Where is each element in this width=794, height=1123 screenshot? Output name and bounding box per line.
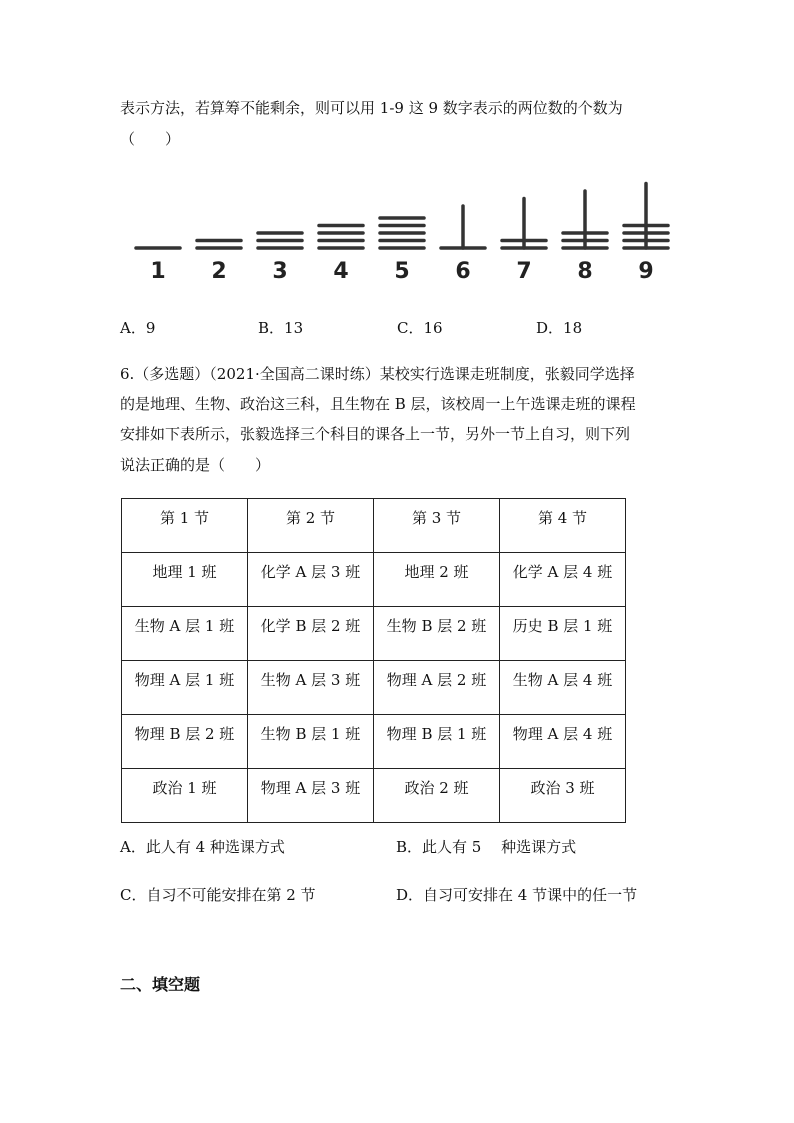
rod-digit-3 xyxy=(258,233,302,284)
rod-digit-label: 9 xyxy=(638,259,654,284)
q5-option-b[interactable]: B．13 xyxy=(258,319,304,337)
table-cell: 历史 B 层 1 班 xyxy=(500,607,626,661)
q5-option-d[interactable]: D．18 xyxy=(536,319,583,337)
q5-line-1: 表示方法，若算筹不能剩余，则可以用 1-9 这 9 数字表示的两位数的个数为 xyxy=(120,99,623,117)
rod-digit-label: 8 xyxy=(577,259,593,284)
q5-option-a[interactable]: A．9 xyxy=(120,319,156,337)
table-cell: 生物 B 层 2 班 xyxy=(374,607,500,661)
q6-line-1: 6.（多选题）（2021·全国高二课时练）某校实行选课走班制度，张毅同学选择 xyxy=(120,365,635,383)
q6-option-c[interactable]: C．自习不可能安排在第 2 节 xyxy=(120,886,316,904)
q6-option-a[interactable]: A．此人有 4 种选课方式 xyxy=(120,838,285,856)
rod-digit-6 xyxy=(441,206,485,284)
table-cell: 地理 1 班 xyxy=(122,553,248,607)
table-cell: 政治 3 班 xyxy=(500,769,626,823)
q6-option-b[interactable]: B．此人有 5 种选课方式 xyxy=(396,838,577,856)
q6-line-2: 的是地理、生物、政治这三科，且生物在 B 层，该校周一上午选课走班的课程 xyxy=(120,395,636,413)
table-cell: 物理 A 层 3 班 xyxy=(248,769,374,823)
counting-rods-figure xyxy=(118,165,678,285)
table-cell: 物理 A 层 4 班 xyxy=(500,715,626,769)
table-header-cell: 第 2 节 xyxy=(248,499,374,553)
table-cell: 物理 A 层 2 班 xyxy=(374,661,500,715)
rod-digit-8 xyxy=(563,191,607,284)
table-header-cell: 第 4 节 xyxy=(500,499,626,553)
table-cell: 生物 A 层 1 班 xyxy=(122,607,248,661)
rod-digit-label: 4 xyxy=(333,259,349,284)
table-cell: 政治 1 班 xyxy=(122,769,248,823)
q6-line-3: 安排如下表所示，张毅选择三个科目的课各上一节，另外一节上自习，则下列 xyxy=(120,425,631,443)
table-cell: 政治 2 班 xyxy=(374,769,500,823)
rod-digit-label: 6 xyxy=(455,259,471,284)
table-row xyxy=(122,661,626,715)
rod-digit-5 xyxy=(380,218,424,284)
table-cell: 生物 A 层 4 班 xyxy=(500,661,626,715)
table-row xyxy=(122,715,626,769)
table-cell: 物理 B 层 2 班 xyxy=(122,715,248,769)
table-header-cell: 第 3 节 xyxy=(374,499,500,553)
rod-digit-label: 5 xyxy=(394,259,410,284)
rod-digit-7 xyxy=(502,199,546,285)
rod-digit-label: 3 xyxy=(272,259,288,284)
table-cell: 地理 2 班 xyxy=(374,553,500,607)
section-heading: 二、填空题 xyxy=(120,975,201,994)
rod-digit-1 xyxy=(136,248,180,284)
q6-line-4: 说法正确的是（ ） xyxy=(120,456,271,474)
table-cell: 化学 A 层 4 班 xyxy=(500,553,626,607)
rod-digit-9 xyxy=(624,184,668,285)
table-cell: 物理 A 层 1 班 xyxy=(122,661,248,715)
rod-digit-label: 2 xyxy=(211,259,227,284)
q5-answer-bracket: （ ） xyxy=(120,130,181,148)
table-cell: 化学 B 层 2 班 xyxy=(248,607,374,661)
table-row xyxy=(122,769,626,823)
q6-option-d[interactable]: D．自习可安排在 4 节课中的任一节 xyxy=(396,886,638,904)
rod-digit-4 xyxy=(319,226,363,285)
table-cell: 生物 B 层 1 班 xyxy=(248,715,374,769)
rod-digit-2 xyxy=(197,241,241,285)
table-row xyxy=(122,553,626,607)
table-row xyxy=(122,607,626,661)
table-cell: 化学 A 层 3 班 xyxy=(248,553,374,607)
rod-digit-label: 1 xyxy=(150,259,166,284)
table-header-cell: 第 1 节 xyxy=(122,499,248,553)
q5-option-c[interactable]: C．16 xyxy=(397,319,443,337)
schedule-table xyxy=(121,498,626,823)
table-cell: 生物 A 层 3 班 xyxy=(248,661,374,715)
rod-digit-label: 7 xyxy=(516,259,532,284)
table-cell: 物理 B 层 1 班 xyxy=(374,715,500,769)
table-header-row xyxy=(122,499,626,553)
